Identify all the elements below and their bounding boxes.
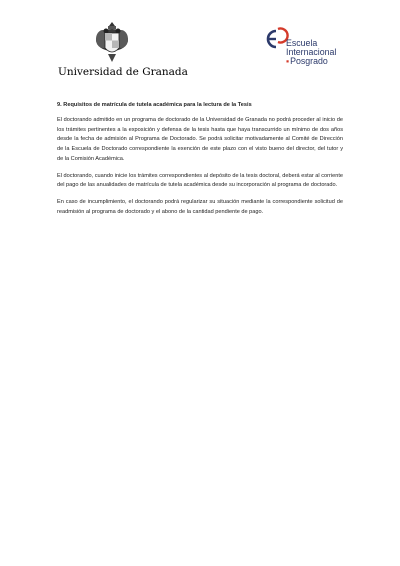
school-logo <box>262 25 372 75</box>
section-heading: 9. Requisitos de matrícula de tutela académica para la lectura de la Tesis <box>57 102 252 108</box>
university-crest-icon <box>94 20 130 64</box>
school-line-3: Posgrado <box>290 56 328 66</box>
university-logo <box>58 20 188 78</box>
dot-icon: ▪ <box>286 56 290 66</box>
university-name: Universidad de Granada <box>58 66 188 78</box>
school-line-2: Internacional <box>286 47 337 57</box>
paragraph: El doctorando, cuando inicie los trámites correspondientes al depósito de la tesis doctoral, deberá estar al corriente del pago de las anualidades de matrícula de tutela académica desde su incorporación al programa de doctorado. <box>57 172 343 189</box>
paragraph: En caso de incumplimiento, el doctorando podrá regularizar su situación mediante la correspondiente solicitud de readmisión al programa de doctorado y el abono de la cantidad pendiente de pago. <box>57 198 343 215</box>
school-line-1: Escuela <box>286 38 318 48</box>
document-body <box>57 102 343 224</box>
paragraph: El doctorando admitido en un programa de doctorado de la Universidad de Granada no podrá proceder al inicio de los trámites pertinentes a la exposición y defensa de la tesis hasta que haya transcurrido un mínimo de dos años desde la fecha de admisión al Programa de Doctorado. Se podrá solicitar motivadamente al Comité de Dirección de la Escuela de Doctorado correspondiente la exención de este plazo con el visto bueno del director, del tutor y de la Comisión Académica. <box>57 117 343 162</box>
